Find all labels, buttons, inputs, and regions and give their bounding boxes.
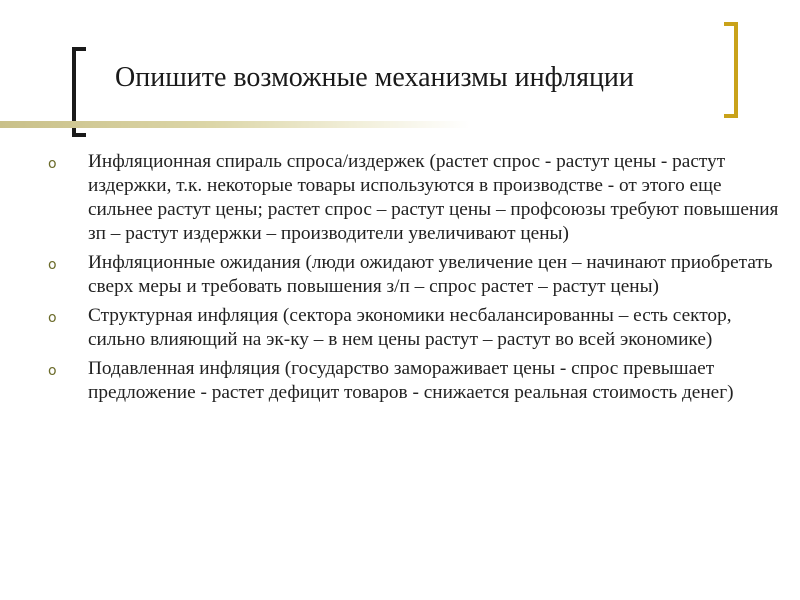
hollow-circle-bullet-icon: o [48,257,57,273]
slide-title: Опишите возможные механизмы инфляции [115,62,634,93]
bullet-text: Инфляционная спираль спроса/издержек (растет спрос - растут цены - растут издержки, т.к. некоторые товары используются в производстве - от этого еще сильнее растут цены; растет спрос – растут цены – профсоюзы требуют повышения зп – растут издержки – производители увеличивают цены) [88,151,779,244]
title-underline-rule [0,121,470,128]
bullet-item [48,251,788,299]
hollow-circle-bullet-icon: o [48,363,57,379]
bullet-list [48,150,788,410]
right-bracket-decoration [724,22,738,118]
bullet-item [48,357,788,405]
bullet-item [48,304,788,352]
hollow-circle-bullet-icon: o [48,310,57,326]
bullet-text: Инфляционные ожидания (люди ожидают увеличение цен – начинают приобретать сверх меры и требовать повышения з/п – спрос растет – растут цены) [88,252,773,297]
bullet-item [48,150,788,246]
hollow-circle-bullet-icon: o [48,156,57,172]
bullet-text: Структурная инфляция (сектора экономики несбалансированны – есть сектор, сильно влияющий на эк-ку – в нем цены растут – растут во всей экономике) [88,305,732,350]
bullet-text: Подавленная инфляция (государство замораживает цены - спрос превышает предложение - растет дефицит товаров - снижается реальная стоимость денег) [88,358,734,403]
